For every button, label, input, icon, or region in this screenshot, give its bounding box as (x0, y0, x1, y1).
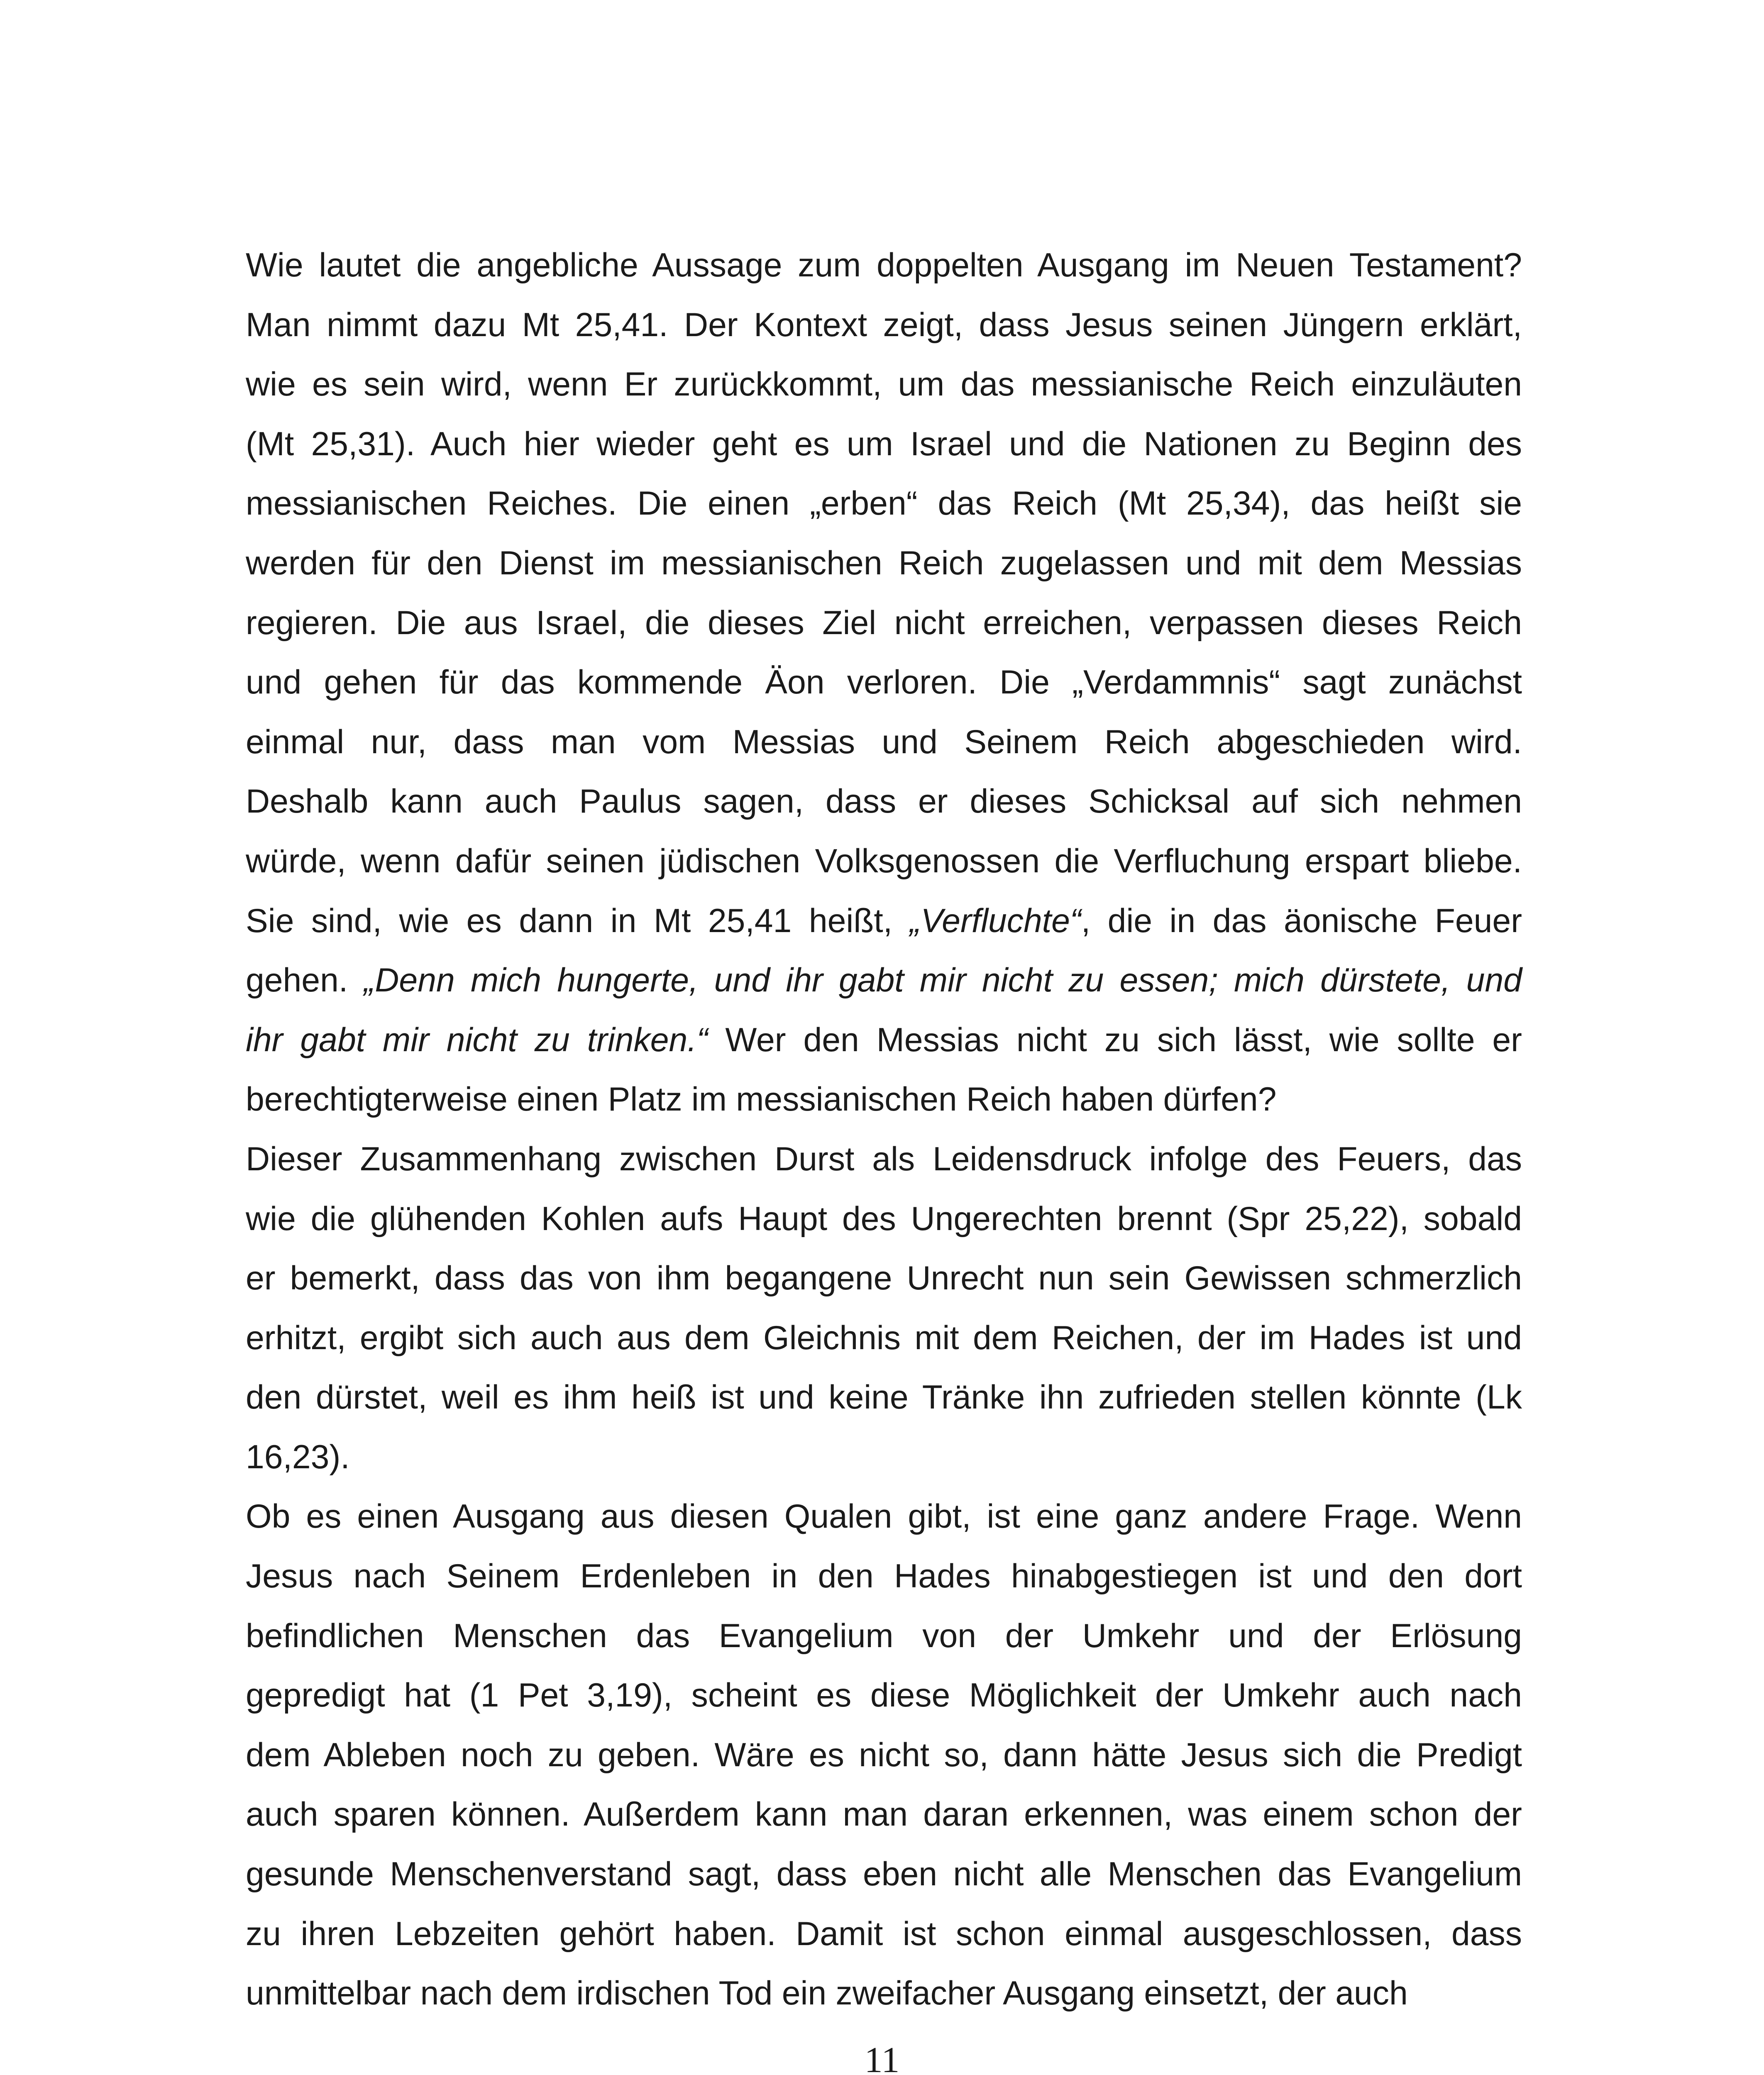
text-segment: 16,23). (246, 1438, 350, 1476)
text-line (246, 1130, 1522, 1189)
text-segment: erhitzt, ergibt sich auch aus dem Gleichnis mit dem Reichen, der im Hades ist und (246, 1319, 1522, 1357)
text-segment: unmittelbar nach dem irdischen Tod ein zweifacher Ausgang einsetzt, der auch (246, 1975, 1408, 2012)
italic-quote: „Verfluchte“ (909, 902, 1081, 940)
text-line (246, 1308, 1522, 1368)
text-segment: Wer den Messias nicht zu sich lässt, wie sollte er (708, 1021, 1522, 1059)
text-line (246, 1964, 1522, 2024)
text-segment: Dieser Zusammenhang zwischen Durst als Leidensdruck infolge des Feuers, das (246, 1140, 1522, 1178)
page-number: 11 (864, 2040, 900, 2075)
text-segment: zu ihren Lebzeiten gehört haben. Damit ist schon einmal ausgeschlossen, dass (246, 1915, 1522, 1953)
text-line (246, 1189, 1522, 1249)
text-segment: wie es sein wird, wenn Er zurückkommt, um das messianische Reich einzuläuten (246, 366, 1522, 403)
text-line (246, 355, 1522, 415)
text-segment: er bemerkt, dass das von ihm begangene Unrecht nun sein Gewissen schmerzlich (246, 1260, 1522, 1297)
text-line (246, 653, 1522, 713)
text-line (246, 593, 1522, 653)
text-segment: regieren. Die aus Israel, die dieses Ziel nicht erreichen, verpassen dieses Reich (246, 604, 1522, 642)
text-line (246, 1011, 1522, 1070)
text-line (246, 1785, 1522, 1845)
text-segment: dem Ableben noch zu geben. Wäre es nicht so, dann hätte Jesus sich die Predigt (246, 1736, 1522, 1774)
text-line (246, 1606, 1522, 1666)
text-segment: Sie sind, wie es dann in Mt 25,41 heißt, (246, 902, 910, 940)
text-segment: gesunde Menschenverstand sagt, dass eben nicht alle Menschen das Evangelium (246, 1855, 1522, 1893)
text-segment: befindlichen Menschen das Evangelium von der Umkehr und der Erlösung (246, 1617, 1522, 1655)
text-line (246, 951, 1522, 1011)
text-segment: den dürstet, weil es ihm heiß ist und keine Tränke ihn zufrieden stellen könnte (Lk (246, 1379, 1522, 1416)
text-line (246, 1547, 1522, 1606)
italic-quote: „Denn mich hungerte, und ihr gabt mir nicht zu essen; mich dürstete, und (364, 962, 1522, 999)
text-line (246, 236, 1522, 295)
text-segment: Wie lautet die angebliche Aussage zum doppelten Ausgang im Neuen Testament? (246, 247, 1522, 284)
paragraph (246, 1487, 1522, 2023)
text-line (246, 1070, 1522, 1130)
text-segment: würde, wenn dafür seinen jüdischen Volksgenossen die Verfluchung erspart bliebe. (246, 842, 1522, 880)
text-line (246, 832, 1522, 891)
text-segment: gehen. (246, 962, 364, 999)
text-line (246, 1487, 1522, 1547)
italic-quote: ihr gabt mir nicht zu trinken.“ (246, 1021, 708, 1059)
text-segment: werden für den Dienst im messianischen Reich zugelassen und mit dem Messias (246, 544, 1522, 582)
text-segment: einmal nur, dass man vom Messias und Seinem Reich abgeschieden wird. (246, 723, 1522, 761)
text-segment: messianischen Reiches. Die einen „erben“ das Reich (Mt 25,34), das heißt sie (246, 485, 1522, 522)
text-segment: Ob es einen Ausgang aus diesen Qualen gibt, ist eine ganz andere Frage. Wenn (246, 1498, 1522, 1536)
text-segment: Jesus nach Seinem Erdenleben in den Hades hinabgestiegen ist und den dort (246, 1557, 1522, 1595)
text-segment: auch sparen können. Außerdem kann man daran erkennen, was einem schon der (246, 1796, 1522, 1833)
text-line (246, 534, 1522, 593)
text-line (246, 1726, 1522, 1785)
text-segment: (Mt 25,31). Auch hier wieder geht es um Israel und die Nationen zu Beginn des (246, 425, 1522, 463)
text-line (246, 1368, 1522, 1428)
text-segment: gepredigt hat (1 Pet 3,19), scheint es diese Möglichkeit der Umkehr auch nach (246, 1677, 1522, 1714)
text-line (246, 1904, 1522, 1964)
text-segment: berechtigterweise einen Platz im messianischen Reich haben dürfen? (246, 1081, 1277, 1118)
text-line (246, 772, 1522, 832)
text-line (246, 713, 1522, 772)
text-line (246, 1428, 1522, 1487)
text-segment: wie die glühenden Kohlen aufs Haupt des Ungerechten brennt (Spr 25,22), sobald (246, 1200, 1522, 1238)
text-line (246, 1845, 1522, 1904)
text-line (246, 891, 1522, 951)
text-line (246, 1249, 1522, 1308)
text-line (246, 295, 1522, 355)
text-line (246, 415, 1522, 474)
body-text (246, 236, 1522, 2024)
paragraph (246, 236, 1522, 1130)
text-line (246, 474, 1522, 534)
text-segment: Deshalb kann auch Paulus sagen, dass er dieses Schicksal auf sich nehmen (246, 783, 1522, 820)
text-segment: und gehen für das kommende Äon verloren. Die „Verdammnis“ sagt zunächst (246, 664, 1522, 701)
text-line (246, 1666, 1522, 1726)
text-segment: Man nimmt dazu Mt 25,41. Der Kontext zeigt, dass Jesus seinen Jüngern erklärt, (246, 306, 1522, 344)
text-segment: , die in das äonische Feuer (1081, 902, 1522, 940)
paragraph (246, 1130, 1522, 1487)
